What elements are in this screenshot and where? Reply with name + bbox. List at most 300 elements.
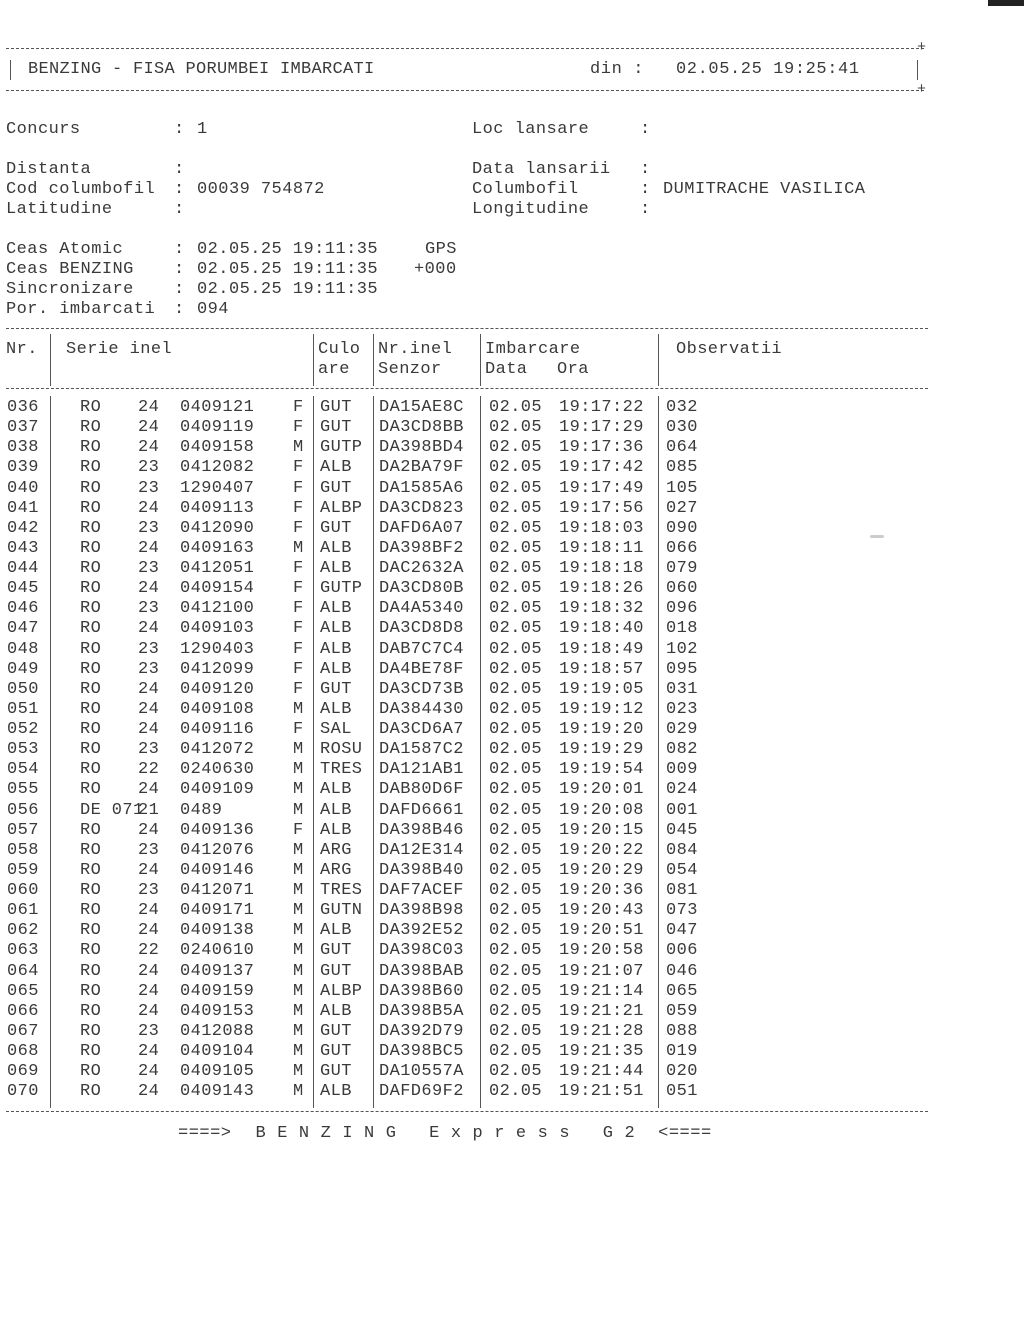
cod-columbofil-colon: :	[174, 180, 185, 199]
row-sensor-ring: DA3CD823	[379, 498, 464, 518]
por-imbarcati-label: Por. imbarcati	[6, 300, 156, 319]
row-country: RO	[80, 981, 102, 1001]
row-year: 23	[138, 478, 160, 498]
header-corner: +	[917, 81, 927, 98]
row-year: 24	[138, 820, 160, 840]
row-year: 23	[138, 639, 160, 659]
table-row	[0, 1002, 1024, 1022]
footer-banner	[178, 1124, 712, 1143]
row-sensor-ring: DAFD6661	[379, 800, 464, 820]
row-ring-number: 0412099	[180, 659, 255, 679]
row-date: 02.05	[489, 961, 543, 981]
row-color: GUT	[320, 679, 352, 699]
row-color: GUT	[320, 961, 352, 981]
row-sex: M	[293, 699, 304, 719]
concurs-colon: :	[174, 120, 185, 139]
table-row	[0, 579, 1024, 599]
row-year: 21	[138, 800, 160, 820]
row-time: 19:18:26	[559, 579, 644, 599]
table-row	[0, 720, 1024, 740]
row-date: 02.05	[489, 659, 543, 679]
row-color: GUTP	[320, 438, 363, 458]
row-color: ALB	[320, 921, 352, 941]
row-ring-number: 0409146	[180, 860, 255, 880]
report-title: BENZING - FISA PORUMBEI IMBARCATI	[28, 60, 375, 79]
row-sex: M	[293, 1001, 304, 1021]
row-date: 02.05	[489, 941, 543, 961]
row-country: RO	[80, 518, 102, 538]
row-nr: 063	[7, 941, 39, 961]
row-sex: F	[293, 679, 304, 699]
row-color: ALB	[320, 1082, 352, 1102]
cod-columbofil-value: 00039 754872	[197, 180, 325, 199]
row-sex: F	[293, 619, 304, 639]
header-col-divider	[50, 334, 51, 386]
row-observation: 027	[666, 498, 698, 518]
row-nr: 041	[7, 498, 39, 518]
row-time: 19:21:14	[559, 981, 644, 1001]
row-country: RO	[80, 1082, 102, 1102]
row-color: ALBP	[320, 498, 363, 518]
row-sex: M	[293, 760, 304, 780]
row-sensor-ring: DA12E314	[379, 840, 464, 860]
row-nr: 056	[7, 800, 39, 820]
row-year: 24	[138, 1082, 160, 1102]
row-nr: 053	[7, 740, 39, 760]
row-observation: 105	[666, 478, 698, 498]
por-imbarcati-value: 094	[197, 300, 229, 319]
row-color: ARG	[320, 840, 352, 860]
row-nr: 060	[7, 881, 39, 900]
row-date: 02.05	[489, 1062, 543, 1082]
row-date: 02.05	[489, 418, 543, 438]
table-row	[0, 861, 1024, 881]
row-country: RO	[80, 538, 102, 558]
table-row	[0, 519, 1024, 539]
row-color: ALB	[320, 639, 352, 659]
row-year: 24	[138, 699, 160, 719]
row-sex: M	[293, 780, 304, 800]
row-date: 02.05	[489, 639, 543, 659]
row-sensor-ring: DA398BAB	[379, 961, 464, 981]
row-observation: 051	[666, 1082, 698, 1102]
table-row	[0, 941, 1024, 961]
row-color: GUT	[320, 398, 352, 417]
row-country: RO	[80, 639, 102, 659]
row-observation: 085	[666, 458, 698, 478]
row-country: RO	[80, 941, 102, 961]
row-date: 02.05	[489, 498, 543, 518]
row-ring-number: 0409154	[180, 579, 255, 599]
row-observation: 060	[666, 579, 698, 599]
row-year: 22	[138, 941, 160, 961]
row-time: 19:17:42	[559, 458, 644, 478]
table-row	[0, 418, 1024, 438]
row-sensor-ring: DA15AE8C	[379, 398, 464, 417]
row-ring-number: 0412088	[180, 1021, 255, 1041]
row-observation: 088	[666, 1021, 698, 1041]
row-country: RO	[80, 619, 102, 639]
cod-columbofil-label: Cod columbofil	[6, 180, 156, 199]
row-country: RO	[80, 599, 102, 619]
row-country: RO	[80, 659, 102, 679]
table-row	[0, 801, 1024, 821]
table-row	[0, 479, 1024, 499]
row-sex: M	[293, 961, 304, 981]
row-observation: 024	[666, 780, 698, 800]
row-sex: M	[293, 538, 304, 558]
row-time: 19:20:08	[559, 800, 644, 820]
row-sensor-ring: DA4BE78F	[379, 659, 464, 679]
row-sensor-ring: DA2BA79F	[379, 458, 464, 478]
row-nr: 057	[7, 820, 39, 840]
row-observation: 084	[666, 840, 698, 860]
row-observation: 001	[666, 800, 698, 820]
row-nr: 044	[7, 559, 39, 578]
ceas-atomic-source: GPS	[425, 240, 457, 259]
row-ring-number: 0412071	[180, 881, 255, 900]
row-year: 24	[138, 619, 160, 639]
row-observation: 032	[666, 398, 698, 417]
row-sensor-ring: DA398B46	[379, 820, 464, 840]
row-sex: M	[293, 881, 304, 900]
header-corner: +	[917, 39, 927, 56]
table-row	[0, 921, 1024, 941]
row-sex: F	[293, 659, 304, 679]
row-time: 19:18:11	[559, 538, 644, 558]
row-observation: 059	[666, 1001, 698, 1021]
row-time: 19:20:43	[559, 901, 644, 921]
row-sensor-ring: DA398B60	[379, 981, 464, 1001]
header-col-divider	[313, 334, 314, 386]
row-sensor-ring: DA398B98	[379, 901, 464, 921]
row-observation: 073	[666, 901, 698, 921]
row-nr: 048	[7, 639, 39, 659]
row-time: 19:20:58	[559, 941, 644, 961]
row-date: 02.05	[489, 438, 543, 458]
row-sex: F	[293, 559, 304, 578]
row-ring-number: 0409103	[180, 619, 255, 639]
row-observation: 030	[666, 418, 698, 438]
row-ring-number: 0409120	[180, 679, 255, 699]
row-ring-number: 0489	[180, 800, 223, 820]
row-nr: 040	[7, 478, 39, 498]
table-row	[0, 962, 1024, 982]
longitudine-colon: :	[640, 200, 651, 219]
table-row	[0, 660, 1024, 680]
row-ring-number: 0409104	[180, 1042, 255, 1061]
row-ring-number: 0409159	[180, 981, 255, 1001]
row-time: 19:20:29	[559, 860, 644, 880]
report-datetime: 02.05.25 19:25:41	[676, 60, 860, 79]
row-date: 02.05	[489, 1021, 543, 1041]
row-sex: M	[293, 1062, 304, 1082]
row-observation: 064	[666, 438, 698, 458]
header-bottom-border	[6, 90, 924, 91]
row-ring-number: 0409113	[180, 498, 255, 518]
row-year: 24	[138, 1042, 160, 1061]
row-time: 19:17:56	[559, 498, 644, 518]
row-observation: 031	[666, 679, 698, 699]
row-observation: 020	[666, 1062, 698, 1082]
ceas-benzing-offset: +000	[414, 260, 457, 279]
table-row	[0, 398, 1024, 418]
columbofil-label: Columbofil	[472, 180, 579, 199]
row-time: 19:20:36	[559, 881, 644, 900]
row-date: 02.05	[489, 820, 543, 840]
row-color: ALB	[320, 458, 352, 478]
row-nr: 065	[7, 981, 39, 1001]
row-year: 24	[138, 418, 160, 438]
ceas-benzing-colon: :	[174, 260, 185, 279]
row-nr: 069	[7, 1062, 39, 1082]
table-row	[0, 539, 1024, 559]
row-color: ALB	[320, 780, 352, 800]
row-ring-number: 0409171	[180, 901, 255, 921]
row-color: GUT	[320, 1021, 352, 1041]
row-country: RO	[80, 820, 102, 840]
row-nr: 049	[7, 659, 39, 679]
table-row	[0, 760, 1024, 780]
row-nr: 064	[7, 961, 39, 981]
row-nr: 062	[7, 921, 39, 941]
row-color: GUTN	[320, 901, 363, 921]
row-time: 19:19:29	[559, 740, 644, 760]
row-year: 24	[138, 398, 160, 417]
data-lansarii-label: Data lansarii	[472, 160, 611, 179]
row-country: RO	[80, 840, 102, 860]
row-ring-number: 0412082	[180, 458, 255, 478]
table-row	[0, 458, 1024, 478]
row-observation: 006	[666, 941, 698, 961]
row-country: RO	[80, 458, 102, 478]
row-date: 02.05	[489, 559, 543, 578]
row-sensor-ring: DAB80D6F	[379, 780, 464, 800]
header-left-bar	[10, 60, 11, 80]
row-date: 02.05	[489, 981, 543, 1001]
row-observation: 096	[666, 599, 698, 619]
row-sensor-ring: DA398B5A	[379, 1001, 464, 1021]
table-row	[0, 901, 1024, 921]
row-sex: F	[293, 418, 304, 438]
col-header-culoare-2: are	[318, 360, 350, 379]
row-time: 19:18:03	[559, 518, 644, 538]
table-row	[0, 740, 1024, 760]
row-year: 24	[138, 498, 160, 518]
row-observation: 081	[666, 881, 698, 900]
header-right-bar	[917, 60, 918, 80]
row-sex: M	[293, 1042, 304, 1061]
row-time: 19:19:12	[559, 699, 644, 719]
row-time: 19:20:01	[559, 780, 644, 800]
row-sex: F	[293, 639, 304, 659]
row-time: 19:21:44	[559, 1062, 644, 1082]
row-sensor-ring: DA392D79	[379, 1021, 464, 1041]
row-date: 02.05	[489, 619, 543, 639]
row-time: 19:19:54	[559, 760, 644, 780]
table-row	[0, 438, 1024, 458]
row-sensor-ring: DA398C03	[379, 941, 464, 961]
row-ring-number: 0409153	[180, 1001, 255, 1021]
row-time: 19:17:29	[559, 418, 644, 438]
row-year: 23	[138, 458, 160, 478]
ceas-atomic-colon: :	[174, 240, 185, 259]
row-country: RO	[80, 860, 102, 880]
row-nr: 047	[7, 619, 39, 639]
row-sensor-ring: DA3CD6A7	[379, 720, 464, 739]
row-sensor-ring: DA3CD80B	[379, 579, 464, 599]
row-ring-number: 0412100	[180, 599, 255, 619]
row-country: RO	[80, 760, 102, 780]
row-sex: F	[293, 518, 304, 538]
row-date: 02.05	[489, 579, 543, 599]
row-ring-number: 0409109	[180, 780, 255, 800]
row-time: 19:21:21	[559, 1001, 644, 1021]
row-observation: 045	[666, 820, 698, 840]
table-row	[0, 841, 1024, 861]
row-color: ALB	[320, 559, 352, 578]
row-sensor-ring: DAB7C7C4	[379, 639, 464, 659]
row-sex: M	[293, 860, 304, 880]
longitudine-label: Longitudine	[472, 200, 590, 219]
row-country: RO	[80, 720, 102, 739]
col-header-serie: Serie inel	[66, 340, 173, 359]
table-row	[0, 780, 1024, 800]
header-col-divider	[658, 334, 659, 386]
row-country: RO	[80, 478, 102, 498]
row-sensor-ring: DAFD6A07	[379, 518, 464, 538]
row-sex: M	[293, 901, 304, 921]
row-sensor-ring: DA1587C2	[379, 740, 464, 760]
row-year: 24	[138, 438, 160, 458]
row-date: 02.05	[489, 538, 543, 558]
row-time: 19:17:22	[559, 398, 644, 417]
col-header-ora: Ora	[557, 360, 589, 379]
row-ring-number: 1290407	[180, 478, 255, 498]
row-country: RO	[80, 559, 102, 578]
row-sensor-ring: DA398BC5	[379, 1042, 464, 1061]
row-year: 23	[138, 518, 160, 538]
row-date: 02.05	[489, 599, 543, 619]
row-country: DE 071	[80, 800, 144, 820]
row-observation: 023	[666, 699, 698, 719]
row-color: GUT	[320, 1062, 352, 1082]
row-sex: F	[293, 599, 304, 619]
row-sensor-ring: DA4A5340	[379, 599, 464, 619]
row-nr: 052	[7, 720, 39, 739]
row-country: RO	[80, 740, 102, 760]
row-observation: 054	[666, 860, 698, 880]
row-date: 02.05	[489, 478, 543, 498]
sincronizare-label: Sincronizare	[6, 280, 134, 299]
row-observation: 095	[666, 659, 698, 679]
row-ring-number: 0409121	[180, 398, 255, 417]
row-nr: 043	[7, 538, 39, 558]
row-sex: F	[293, 458, 304, 478]
row-date: 02.05	[489, 860, 543, 880]
table-row	[0, 640, 1024, 660]
row-nr: 038	[7, 438, 39, 458]
row-ring-number: 0412090	[180, 518, 255, 538]
row-year: 23	[138, 559, 160, 578]
row-color: ALB	[320, 538, 352, 558]
row-sex: M	[293, 1021, 304, 1041]
row-date: 02.05	[489, 458, 543, 478]
row-ring-number: 1290403	[180, 639, 255, 659]
row-country: RO	[80, 1021, 102, 1041]
row-ring-number: 0409143	[180, 1082, 255, 1102]
row-sensor-ring: DAFD69F2	[379, 1082, 464, 1102]
row-year: 24	[138, 961, 160, 981]
table-row	[0, 881, 1024, 901]
table-bottom-border	[6, 1111, 928, 1112]
row-country: RO	[80, 498, 102, 518]
row-observation: 082	[666, 740, 698, 760]
row-nr: 042	[7, 518, 39, 538]
concurs-label: Concurs	[6, 120, 81, 139]
row-date: 02.05	[489, 398, 543, 417]
row-sex: F	[293, 398, 304, 417]
table-row	[0, 821, 1024, 841]
row-color: GUT	[320, 518, 352, 538]
table-top-border	[6, 328, 928, 329]
row-year: 24	[138, 1062, 160, 1082]
row-time: 19:18:40	[559, 619, 644, 639]
table-row	[0, 499, 1024, 519]
row-ring-number: 0409108	[180, 699, 255, 719]
row-date: 02.05	[489, 901, 543, 921]
row-nr: 059	[7, 860, 39, 880]
table-row	[0, 700, 1024, 720]
row-nr: 039	[7, 458, 39, 478]
row-nr: 055	[7, 780, 39, 800]
row-year: 24	[138, 860, 160, 880]
ceas-atomic-label: Ceas Atomic	[6, 240, 124, 259]
row-time: 19:19:05	[559, 679, 644, 699]
footer-arrow-right: <====	[658, 1124, 712, 1143]
row-year: 24	[138, 679, 160, 699]
row-time: 19:17:36	[559, 438, 644, 458]
row-sensor-ring: DA3CD8BB	[379, 418, 464, 438]
row-color: ALB	[320, 1001, 352, 1021]
table-row	[0, 982, 1024, 1002]
table-row	[0, 1062, 1024, 1082]
header-col-divider	[480, 334, 481, 386]
row-country: RO	[80, 780, 102, 800]
row-date: 02.05	[489, 881, 543, 900]
row-color: ALB	[320, 800, 352, 820]
row-year: 23	[138, 840, 160, 860]
row-date: 02.05	[489, 840, 543, 860]
row-year: 24	[138, 538, 160, 558]
row-sex: M	[293, 800, 304, 820]
row-country: RO	[80, 881, 102, 900]
row-country: RO	[80, 901, 102, 921]
row-color: ALB	[320, 599, 352, 619]
row-nr: 070	[7, 1082, 39, 1102]
header-col-divider	[373, 334, 374, 386]
row-sensor-ring: DA3CD8D8	[379, 619, 464, 639]
row-nr: 066	[7, 1001, 39, 1021]
row-color: ROSU	[320, 740, 363, 760]
row-year: 22	[138, 760, 160, 780]
row-country: RO	[80, 438, 102, 458]
row-ring-number: 0409137	[180, 961, 255, 981]
row-color: GUTP	[320, 579, 363, 599]
row-time: 19:18:32	[559, 599, 644, 619]
row-sensor-ring: DA1585A6	[379, 478, 464, 498]
row-nr: 067	[7, 1021, 39, 1041]
